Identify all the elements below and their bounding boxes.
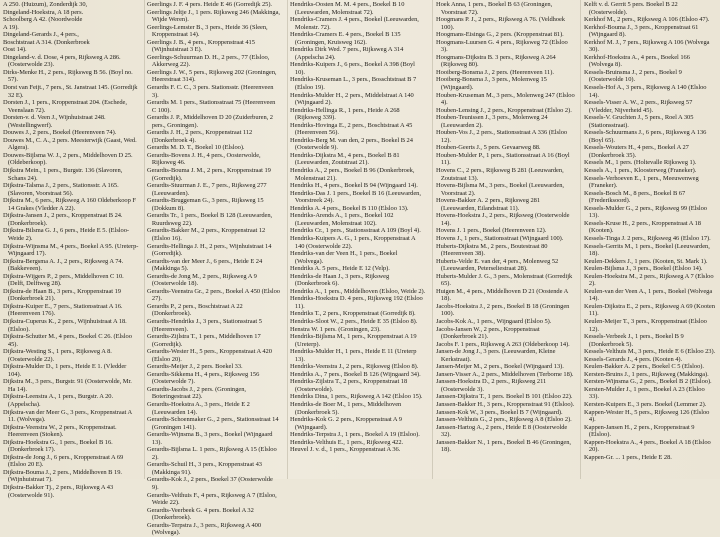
directory-entry: Kessels-Gerards J., 4 pers. (Kooten 4). <box>584 355 683 363</box>
directory-entry: Hendriks-Sloot W., 2 pers., Heide E 35 (Elsloo 8). <box>290 317 418 325</box>
directory-entry: Gerardts-Veerbeek G. 4 pers. Boekel A 32 (Donkerbroek). <box>147 506 254 522</box>
directory-entry: Heuvel J. v. d., 1 pers., Kroppenstraat A 36. <box>290 446 401 454</box>
directory-entry: Dijkstra-Kuiper E., 7 pers., Stationsstraat A 16. (Heerenveen 176). <box>3 302 123 318</box>
directory-entry: Gerardts P., 2 pers., Boschtstraat A 22 (Donkerbroek). <box>147 302 243 318</box>
directory-entry: Gerardts-Wijnsma B., 3 pers., Boekel (Wijngaard 13). <box>147 431 273 446</box>
directory-entry: Gerardts F. C. C., 3 pers. Stationsstr. (Heerenveen 3). <box>147 84 274 99</box>
directory-entry: Gerardts-Terpstra J., 3 pers., Rijksweg A 400 (Wolvega). <box>147 521 262 537</box>
directory-entry: Janssen-Bakker N., 1 pers., Boekel B 46 (Groningen, 18). <box>436 438 571 454</box>
directory-entry: Houben-Kruseman M., 3 pers., Molenweg 247 (Elsloo 4). <box>436 91 575 107</box>
directory-entry: Hooiberg-Bonsma J., 2 pers. (Heerenveen 11). <box>436 68 554 76</box>
directory-entry: Hovens-Bakker A. 2 pers., Rijksweg 281 (Leeuwarden, Eilandstraat 11). <box>436 197 541 212</box>
directory-entry: Dijkstra-Bergsma A. J., 2 pers., Rijksweg A 74. (Bakkeveen). <box>3 257 124 273</box>
directory-entry: Geerlings J. W., 5 pers., Rijksweg 202 (Groningen, Heerestraat 314). <box>147 68 277 84</box>
directory-entry: Hendriks-Cramers J. 4 pers., Boekel (Leeuwarden, Molenstr. 72). <box>290 16 419 31</box>
directory-entry: Hendriks-de Boer M., 1 pers., Middelhoven (Donkerbroek 5). <box>290 400 402 416</box>
directory-entry: Douwes M., C. A., 2 pers. Meesterwijk (Gaast, Wed. Algera). <box>3 136 137 152</box>
directory-entry: Kessels-Bosch M., 8 pers., Boekel B 67 (Frederiksoord). <box>584 189 686 205</box>
directory-entry: Hendriks-Kok G. 2 pers., Kroppenstraat A 9 (Wijngaard). <box>290 416 402 431</box>
directory-entry: Oost 14). <box>3 46 27 54</box>
directory-entry: Hendriks A., 7 pers., Boekel B 126 (Wijngaard 34). <box>290 370 421 378</box>
directory-entry: Kerkhof M. J., 7 pers., Rijksweg A 106 (Wolvega 30). <box>584 38 710 54</box>
directory-entry: Janssen-Hartog A., 2 pers., Heide E 8 (Oosterwolde 32). <box>436 423 568 439</box>
directory-entry: Douwes-Bijlsma W. J., 2 pers., Middelhoven D 25. (Oldeberkoop). <box>3 151 133 167</box>
directory-entry: Hoek Anna, 1 pers., Boekel B 63 (Groningen, Voorstraat 72). <box>436 1 553 16</box>
directory-entry: Hendriks A. 4 pers., Boekel B 110 (Elsloo 13). <box>290 204 409 212</box>
directory-entry: Gerardts-Schoenmaker G., 2 pers., Stationsstraat 14 (Groningen 141). <box>147 416 279 431</box>
directory-entry: Jacobs-Jansen W., 2 pers., Kroppenstraat (Donkerbroek 21). <box>436 325 540 341</box>
directory-entry: Henstra W. 1 pers. (Groningen, 23). <box>290 325 381 333</box>
directory-entry: Hendriks A., 2 pers., Boekel B 96 (Donkerbroek, Molenstraat 21). <box>290 167 415 182</box>
directory-entry: Gerardts-Kok J., 2 pers., Boekel 37 (Oosterwolde 9). <box>147 476 273 491</box>
directory-entry: Hendriks-Hellinga R., 1 pers., Heide A 268 (Rijksweg 339). <box>290 106 400 122</box>
directory-entry: Gerardts-Sikkema H., 4 pers., Rijksweg 156 (Oosterwolde 7). <box>147 370 260 386</box>
directory-entry: Keulen-Bijlsma J., 3 pers., Boekel (Elsloo 14). <box>584 265 703 273</box>
directory-entry: Dijkstra-Bakker Tj., 2 pers., Rijksweg A 43 (Oosterwolde 91). <box>3 484 114 499</box>
directory-entry: Hendriks Dina, 1 pers., Rijksweg A 142 (Elsloo 15). <box>290 393 423 401</box>
directory-entry: Hovens-Bijlsma M., 3 pers., Boekel (Leeuwarden, Voorstraat 2). <box>436 182 564 197</box>
column-divider <box>144 0 145 479</box>
directory-entry: Dijkstra-Cuperus K., 2 pers., Wijnhuistraat A 18. (Elsloo). <box>3 317 127 333</box>
directory-entry: Hendriks-de Haan J., 3 pers., Rijksweg (Donkerbroek 6). <box>290 272 390 288</box>
directory-entry: Dijkstra-Hoekstra G., 1 pers., Boekel B 16. (Donkerbroek 17). <box>3 438 113 454</box>
directory-entry: Kappen-Gr. ... 1 pers., Heide E 28. <box>584 453 672 461</box>
directory-entry: Hendriks-Kruseman L., 3 pers., Bosschtstraat B 7 (Elsloo 19). <box>290 76 417 92</box>
directory-entry: Hovens C., 2 pers., Rijksweg B 281 (Leeuwarden, Zoutstraat 13). <box>436 167 564 182</box>
directory-entry: Gerardts Tr., 1 pers., Boekel B 128 (Leeuwarden, Ruurdsweg 22). <box>147 212 273 227</box>
directory-entry: Hoogmans P. J., 2 pers., Rijksweg A 76. (Veldhoek 100). <box>436 16 565 31</box>
directory-entry: Jacobs-Hoekstra J., 2 pers., Boekel B 18 (Groningen 100). <box>436 302 570 318</box>
directory-entry: Hooiberg-Bonsma J., 3 pers., Molenweg 15 (Wijngaard). <box>436 76 547 92</box>
directory-entry: Kerkhof-Hoekstra A., 4 pers., Boekel 166 (Wolvega 8). <box>584 53 690 69</box>
directory-entry: Gerardts-Meijer J., 2 pers. Boekel 33. <box>147 363 243 371</box>
directory-entry: Kersten-Kuipers E., 3 pers. Boekel (Lemmer 2). <box>584 400 707 408</box>
directory-entry: Hendriks H., 4 pers., Boekel B 94 (Wijngaard 14). <box>290 182 418 190</box>
directory-entry: Hendriks-Oosten M. M. 4 pers., Boekel B 10 (Leeuwarden, Molenstraat 72). <box>290 1 405 16</box>
directory-entry: Gerardts-Zijlstra T., 1 pers., Middelhoven 17 (Gorredijk). <box>147 333 261 348</box>
directory-entry: Hendriks-Mulder H., 2 pers., Middelstraat A 140 (Wijngaard 2). <box>290 91 414 107</box>
directory-entry: Jansen-Meijer M., 2 pers., Boekel (Wijngaard 13). <box>436 363 564 371</box>
directory-entry: Dijkstra-Wijgers P., 2 pers., Middelhoven C 10. (Delft, Delftweg 28). <box>3 272 124 288</box>
directory-entry: Kelft v. d. Gerrit 5 pers. Boekel B 22 (Oosterwolde). <box>584 1 678 16</box>
directory-entry: Dijkstra-Schutter M., 4 pers., Boekel C 26. (Elsloo 45). <box>3 333 132 348</box>
directory-entry: Gerardts M. D. T., Boekel 10 (Elsloo). <box>147 144 245 152</box>
directory-entry: Kersten-Wijnsma G., 2 pers., Boekel B 2 (Elsloo). <box>584 378 712 386</box>
directory-column-3 <box>290 0 429 480</box>
directory-entry: Dijkstra-de Jong J., 6 pers., Kroppenstraat A 69 (Elsloo 20 E). <box>3 453 124 469</box>
directory-entry: Janssen-Bakker H., 3 pers., Kroppenstraat 91 (Elsloo). <box>436 400 575 408</box>
directory-entry: Gerardts-Bovens J. H., 4 pers., Oosterwolde, Rijksweg 46. <box>147 151 261 167</box>
directory-entry: Gerardts-Bijlsma L. 1 pers., Rijksweg A 15 (Elsloo 2). <box>147 446 277 461</box>
directory-entry: Dijkstra Mein., 1 pers., Burgstr. 136 (Slavoren, Schans 24). <box>3 167 123 182</box>
directory-entry: Hendriks-Berg M. van den, 2 pers., Boekel B 24 (Oosterwolde 9). <box>290 136 413 152</box>
directory-entry: Hendriks-Terpstra J., 1 pers., Boekel A 19 (Elsloo). <box>290 431 420 439</box>
directory-entry: Hendriks-Das J. 1 pers., Boekel B 16 (Leeuwarden, Voorstreek 24). <box>290 189 421 205</box>
column-divider <box>580 0 581 479</box>
directory-entry: Hoogmans-Dijkstra B. 3 pers., Rijksweg A 264 (Rijksweg 80). <box>436 53 556 69</box>
directory-entry: Dijkstra-van der Meer G., 3 pers., Kroppenstraat A 11. (Wolvega). <box>3 408 132 424</box>
directory-entry: Dijkstra-Jansen J., 2 pers., Kroppenstraat B 24. (Donkerbroek). <box>3 212 123 227</box>
directory-entry: Gerardts-Bouma J. M., 2 pers., Kroppenstraat 19 (Gorredijk). <box>147 167 271 182</box>
directory-entry: Hendriks-Cramers E. 4 pers., Boekel B 135 (Groningen, Kruisweg 162). <box>290 31 401 46</box>
directory-entry: Keulen-Dekkers J., 1 pers. (Kooten, St. Mark 1). <box>584 257 708 265</box>
directory-entry: Hendriks-Dijkstra M., 4 pers., Boekel B 81 (Leeuwarden, Zoutstraat 21). <box>290 151 400 167</box>
directory-entry: Kessels-Tinga J. 2 pers., Rijksweg 46 (Elsloo 17). <box>584 234 711 242</box>
directory-entry: Geerlings Jeltje J., 1 pers. Rijksweg 246 (Makkinga, Wijde Weren). <box>147 8 280 24</box>
directory-entry: Kessels-Visser A. W., 2 pers., Rijksweg 57 (Vledder, Nijverheid 45). <box>584 99 693 114</box>
directory-entry: Gerardts-Wester H., 5 pers., Kroppenstraat A 420 (Elsloo 20). <box>147 348 272 363</box>
directory-entry: Hendriks-Veenstra J., 2 pers., Rijksweg (Elsloo 8). <box>290 363 419 371</box>
directory-entry: Dijkstra-Bouma J., 2 pers., Middelhoven B 19. (Wijnhuistraat 7). <box>3 468 122 484</box>
directory-entry: Hendriks-Kuipers A. G., 1 pers., Kroppenstraat A 140 (Oosterwolde 22). <box>290 234 416 250</box>
directory-column-4 <box>436 0 578 480</box>
directory-entry: Hendriks-Arends A., 1 pers., Boekel 102 (Leeuwarden, Molenstraat 102). <box>290 212 394 227</box>
directory-entry: Hovens J., 1 pers., Stationsstraat (Wijngaard 100). <box>436 234 564 242</box>
directory-entry: Dorsten J., 1 pers., Kroppenstraat 204. (Eschede, Veenslaan 72). <box>3 99 127 114</box>
directory-entry: Dijkstra-Mulder D., 1 pers., Heide E 1. (Vledder 104). <box>3 363 127 378</box>
directory-entry: Dorst van Feijt., 7 pers., St. Janstraat 145. (Gorredijk 32 E). <box>3 84 138 99</box>
directory-entry: Hoogmans-Luursen G. 4 pers., Rijksweg 72 (Elsloo 3). <box>436 38 568 54</box>
directory-entry: Kersten-Mulder J., 1 pers., Boekel A 23 (Elsloo 33). <box>584 385 705 401</box>
directory-entry: Douwes J., 2 pers., Boekel (Heerenveen 74). <box>3 129 117 137</box>
directory-entry: Kappen-Jansen H., 2 pers., Kroppenstraat 9 (Elsloo). <box>584 423 695 439</box>
directory-entry: Gerardts-Bruggeman G., 3 pers., Rijksweg 15 (Dokkum 8). <box>147 197 264 212</box>
directory-entry: Dijkstra-Bilsma G. J., 6 pers., Heide E 5. (Elsloo-Weide 2). <box>3 227 130 242</box>
directory-entry: Gerardts-Veenstra Gr., 2 pers., Boekel A 450 (Elsloo 27). <box>147 287 280 303</box>
directory-entry: Dorsten-v. d. Veen J., Wijnhuistraat 248. (Westellingwerf). <box>3 114 106 129</box>
directory-entry: Janssen-Dijkstra T., 1 pers. Boekel B 101 (Elsloo 22). <box>436 393 573 401</box>
directory-entry: Gerardts J. H., 2 pers., Kroppenstraat 112 (Donkerbroek 4). <box>147 129 253 144</box>
directory-entry: Gerardts-Hellinga J. H., 2 pers., Wijnhuistraat 14 (Gorredijk). <box>147 242 272 258</box>
directory-entry: Hendriks A., 1 pers., Middelhoven (Elsloo, Weide 2). <box>290 287 426 295</box>
directory-entry: Huberts-Velde E. van der, 4 pers., Molenweg 52 (Leeuwarden, Peterseliestraat 28). <box>436 257 559 273</box>
directory-entry: Geerlings J. B., 4 pers., Kroppenstraat 415 (Wijnhuistraat 3 E). <box>147 38 255 54</box>
directory-entry: Hendriks Dirk Wed. 7 pers., Rijksweg A 314 (Appelscha 24). <box>290 46 404 61</box>
directory-entry: Hendriks-Hovinga E., 2 pers., Boschtstraat A 45 (Heerenveen 56). <box>290 121 413 137</box>
directory-entry: Dijkstra-Wijnsma M., 4 pers., Boekel A 95. (Ureterp-Wijngaard 17). <box>3 242 139 258</box>
directory-entry: Kessels-Hof A., 3 pers., Rijksweg A 140 (Elsloo 14). <box>584 84 707 99</box>
directory-entry: Gerardts-Hoekstra A., 3 pers., Heide E 2 (Leeuwarden 14). <box>147 400 250 416</box>
directory-entry: Gerardts-van der Meer J., 6 pers., Heide E 24 (Makkinga 5). <box>147 257 263 273</box>
directory-entry: Dijkstra-Westing S., 1 pers., Rijksweg A 8. (Oosterwolde 22). <box>3 348 112 363</box>
directory-entry: Kessels A., 1 pers., Kloosterweg (Franeker). <box>584 167 697 175</box>
directory-entry: A 250. (Huizum), Zonderdijk 30, <box>3 1 88 8</box>
directory-entry: Janssen-Hoekstra D., 2 pers., Rijksweg 211 (Oosterwolde 3). <box>436 378 547 393</box>
directory-entry: Kessels-Gerrits M., 1 pers., Boekel (Leeuwarden, 18). <box>584 242 710 258</box>
directory-entry: Gerardts-Schuil H., 3 pers., Kroppenstraat 43 (Makkinga 91). <box>147 461 262 476</box>
directory-entry: Kessels-Wouters H., 4 pers., Boekel A 27 (Donkerbroek 35). <box>584 144 689 159</box>
directory-column-1 <box>3 0 142 499</box>
directory-entry: Hendriks-Zijlstra T., 2 pers., Kroppenstraat 18 (Oosterwolde). <box>290 378 408 393</box>
directory-entry: Gerardts-Stuurman J. E., 7 pers., Rijksweg 277 (Leeuwarden). <box>147 182 267 197</box>
directory-entry: Boschtstraat A 314. (Donkerbroek <box>3 38 90 46</box>
directory-entry: Dijkstra-Veenstra W., 2 pers., Kroppenstraat. Heerenveen (Stoken). <box>3 423 117 439</box>
directory-entry: Gerardts-Velthuis F., 4 pers., Rijksweg A 7 (Elsloo, Weide 22). <box>147 491 277 507</box>
directory-entry: Hendriks A. 5 pers., Heide E 12 (Velp). <box>290 265 390 273</box>
directory-entry: Hendriks-Kuipers J., 6 pers., Boekel A 398 (Boyl 10). <box>290 61 415 76</box>
directory-entry: Huberts-Mulder J. G., 3 pers., Molenstraat (Gorredijk 65). <box>436 272 573 288</box>
directory-entry: Kessels-V. Gruchten J., 5 pers., Roel A 305 (Stationsstraat). <box>584 114 694 129</box>
directory-entry: Geerlings-Lemster B., 3 pers., Heide 36 (Sleen, Kroppenstraat 14). <box>147 23 268 39</box>
directory-entry: Kessels-Schuurmans J., 6 pers., Rijksweg A 136 (Boyl 65). <box>584 129 707 144</box>
directory-entry: Kersten-Bruins J., 1 pers., Rijksweg (Makkinga). <box>584 370 709 378</box>
directory-entry: Gerardts-Bakker M., 2 pers., Kroppenstraat 12 (Elsloo 16). <box>147 227 266 242</box>
directory-entry: Gerardts J. P., Middelhoven D 20 (Zuiderburen, 2 pers., Groningen). <box>147 114 273 129</box>
directory-entry: Kappen-Wester H., 5 pers., Rijksweg 126 (Elsloo 4). <box>584 408 710 424</box>
directory-entry: Schoolberg A 42. (Noordwolde <box>3 16 83 24</box>
directory-entry: Dijkstra M., 6 pers., Rijksweg A 160 Oldeberkoop F 14 Grakes (Vledder A 22). <box>3 197 136 212</box>
directory-entry: Huigen M., 4 pers., Middelhoven D 21 (Oostende A 18). <box>436 287 568 303</box>
directory-entry: Hovens-Hoekstra J., 2 pers., Rijksweg (Oosterwolde 14). <box>436 212 570 227</box>
directory-entry: Houben-Teunissen J., 3 pers., Molenweg 24 (Leeuwarden 2). <box>436 114 548 129</box>
directory-entry: Gerardts-Jacobs J., 2 pers. (Groningen, Boteringestraat 22). <box>147 385 246 401</box>
directory-entry: Kappen-Hoekstra A., 4 pers., Boekel A 18 (Elsloo 20). <box>584 438 711 454</box>
directory-entry: Dingeland-Hoekstra, A 18 pers. <box>3 8 84 16</box>
directory-entry: Kessels-Velthuis M., 3 pers., Heide E 6 (Elsloo 23). <box>584 348 716 356</box>
directory-entry: Keulen-Meijer T., 3 pers., Kroppenstraat (Elsloo 12). <box>584 317 707 333</box>
directory-entry: Kessels-Verbeek J., 1 pers., Boekel B 9 (Donkerbroek 5). <box>584 333 684 348</box>
directory-entry: Hendriks T., 2 pers., Kroppenstraat (Gorredijk 8). <box>290 310 416 318</box>
directory-column-2 <box>147 0 283 537</box>
directory-entry: Kerkhof M., 2 pers., Rijksweg A 106 (Elsloo 47). <box>584 16 710 24</box>
directory-entry: Keulen-van der Veen A., 1 pers., Boekel (Wolvega 14). <box>584 287 713 303</box>
directory-entry: Houben-Lensing J., 2 pers., Kroppenstraat (Elsloo 2). <box>436 106 572 114</box>
directory-entry: Keulen-Hoekstra M., 2 pers., Rijksweg A 7 (Elsloo 2). <box>584 272 714 288</box>
directory-entry: Hendriks-Mulder H., 1 pers., Heide E 11 (Ureterp 13). <box>290 348 417 363</box>
column-divider <box>287 0 288 479</box>
directory-entry: Jacobs F. 1 pers., Rijksweg A 263 (Oldeberkoop 14). <box>436 340 570 348</box>
directory-entry: Kessels-Kruse H., 2 pers., Kroppenstraat A 18 (Kooten). <box>584 219 701 235</box>
directory-entry: Hendriks-Velthuis E., 1 pers., Rijksweg 422. <box>290 438 404 446</box>
directory-entry: Gerardts-de Jong M., 2 pers., Rijksweg A 9 (Oosterwolde 18). <box>147 272 257 288</box>
directory-entry: Dijkstra-Talsma J., 2 pers., Stationsstr. A 165. (Slavoren, Voorstraat 56). <box>3 182 119 197</box>
directory-entry: Houben-Geerts J., 5 pers. Gevaarweg 88. <box>436 144 541 152</box>
directory-entry: Keulen-Bakker A. 2 pers., Boekel C 5 (Elsloo). <box>584 363 704 371</box>
directory-entry: A 19). <box>3 23 19 31</box>
directory-entry: Hendriks-van der Veen H., 1 pers., Boekel (Wolvega). <box>290 250 398 265</box>
directory-entry: Hendriks-Bijlsma M., 1 pers., Kroppenstraat A 19 (Ureterp). <box>290 333 417 348</box>
directory-entry: Geerlings-Schuurman D. H., 2 pers., 77 (Elsloo, Akkerweg 22). <box>147 53 270 69</box>
directory-entry: Huberts-Dijkstra M., 2 pers., Boutestraat 80 (Heerenveen 38). <box>436 242 548 258</box>
directory-entry: Dijkstra-Leenstra A., 1 pers., Burgstr. A 20. (Appelscha). <box>3 393 114 408</box>
directory-entry: Jansen-de Jong J., 3 pers. (Leeuwarden, Kleine Kerkstraat). <box>436 348 556 363</box>
directory-entry: Dijkstra-de Haan B., 3 pers., Kroppenstraat 19 (Donkerbroek 21). <box>3 287 121 303</box>
directory-entry: Houben-Vos J., 2 pers., Stationsstraat A 336 (Elsloo 12). <box>436 129 568 144</box>
directory-entry: Keulen-Dijkstra E., 2 pers., Rijksweg A 69 (Kooten 11). <box>584 302 715 318</box>
directory-entry: Hendriks Cr., 1 pers., Stationsstraat A 109 (Boyl 4). <box>290 227 421 235</box>
directory-entry: Kessels-Verhoeven E., 1 pers., Meeuwenweg (Franeker). <box>584 174 699 190</box>
directory-entry: Jansen-Visser A., 2 pers., Middelhoven (Terborne 18). <box>436 370 574 378</box>
directory-entry: Jacobs-Kok A., 1 pers., Wijngaard (Elsloo 5). <box>436 317 552 325</box>
directory-entry: Kessels-Bruinsma J., 2 pers., Boekel 9 (Oosterwolde 10). <box>584 68 682 84</box>
directory-entry: Geerlings J. F. 4 pers. Heide E 46 (Gorredijk 25). <box>147 1 272 8</box>
directory-entry: Janssen-Kok W., 3 pers., Boekel B 7 (Wijngaard). <box>436 408 563 416</box>
directory-entry: Gerardts-Hendriks J., 3 pers., Stationsstraat 5 (Heerenveen). <box>147 317 262 333</box>
directory-entry: Houben-Mulder P., 1 pers., Stationsstraat A 16 (Boyl 11). <box>436 151 570 167</box>
directory-entry: Janssen-Velthuis G., 2 pers., Rijksweg A 8 (Elsloo 2). <box>436 416 572 424</box>
directory-entry: Gerardts M. 1 pers., Stationsstraat 75 (Heerenveen C 100). <box>147 99 276 114</box>
directory-entry: Hovens J. 1 pers., Boekel (Heerenveen 12). <box>436 227 547 235</box>
directory-entry: Dijkstra M., 3 pers., Burgstr. 91 (Oosterwolde, Mr. Ha 14). <box>3 378 132 393</box>
directory-entry: Hendriks-Hoekstra D. 4 pers., Rijksweg 192 (Elsloo 11). <box>290 295 423 310</box>
directory-entry: Dingeland-v. d. Dose, 4 pers, Rijksweg A 286. (Oosterwolde 23). <box>3 53 121 69</box>
column-divider <box>432 0 433 479</box>
directory-entry: Hoogmans-Eisinga G., 2 pers. (Kroppenstraat 81). <box>436 31 564 39</box>
directory-entry: Kerkhof-Bouma J., 3 pers., Kroppenstraat 61 (Wijngaard 8). <box>584 23 699 39</box>
directory-entry: Dirks-Menke H., 2 pers., Rijksweg B 56. (Boyl no. 57). <box>3 68 133 84</box>
directory-entry: Dingeland-Gerards J., 4 pers., <box>3 31 79 39</box>
directory-column-5 <box>584 0 718 480</box>
directory-entry: Kessels M., 1 pers. (Holtevalle Rijksweg 1). <box>584 159 697 167</box>
directory-entry: Kessels-Mulder G., 2 pers., Rijksweg 99 (Elsloo 13). <box>584 204 707 220</box>
